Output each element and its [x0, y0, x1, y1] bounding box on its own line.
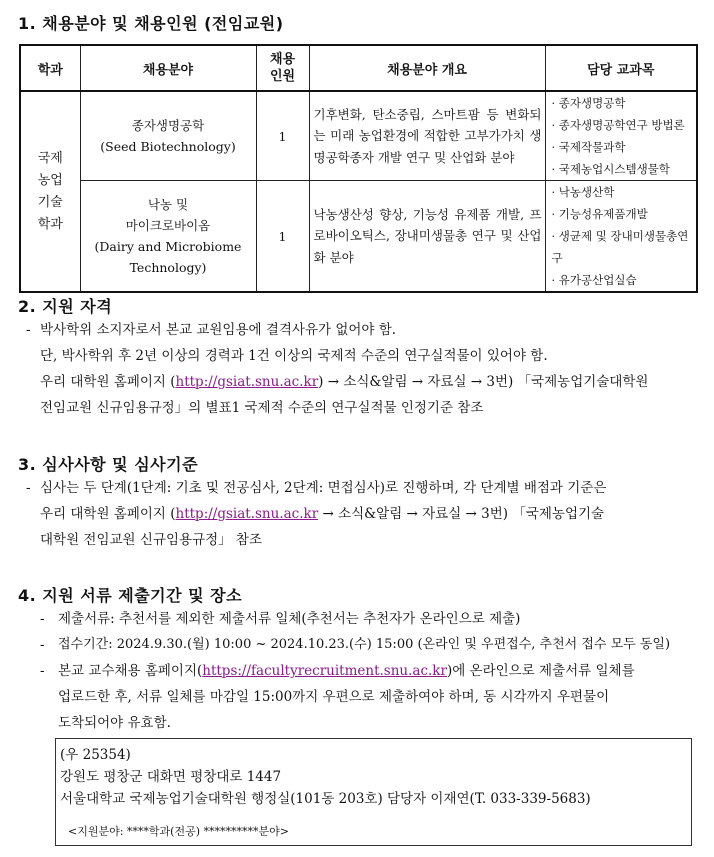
address-line: 강원도 평창군 대화면 평창대로 1447	[60, 769, 282, 785]
submission-line: 접수기간: 2024.9.30.(월) 10:00 ~ 2024.10.23.(수) 15:00 (온라인 및 우편접수, 추천서 접수 모두 동일)	[58, 637, 671, 652]
subject-item: · 기능성유제품개발	[551, 207, 648, 221]
subject-item: · 종자생명공학	[551, 96, 626, 110]
mailing-address-box	[55, 738, 692, 846]
text-segment: 본교 교수채용 홈페이지(	[58, 663, 203, 679]
subject-item: · 유가공산업실습	[551, 273, 637, 287]
review-line: 대학원 전임교원 신규임용규정」 참조	[40, 532, 262, 548]
dash-bullet: -	[40, 637, 45, 653]
envelope-note: <지원분야: ****학과(전공) **********분야>	[68, 825, 289, 838]
table-row	[20, 181, 697, 293]
address-line: 서울대학교 국제농업기술대학원 행정실(101동 203호) 담당자 이재연(T. 033-339-5683)	[60, 791, 591, 807]
gsiat-link[interactable]: http://gsiat.snu.ac.kr	[175, 506, 319, 522]
dash-bullet: -	[40, 663, 45, 679]
subject-item: · 국제농업시스템생물학	[551, 162, 670, 176]
table-row	[20, 91, 697, 181]
subjects-cell	[545, 91, 697, 181]
department-cell: 국제 농업 기술 학과	[20, 91, 80, 292]
submission-line: 업로드한 후, 서류 일체를 마감일 15:00까지 우편으로 제출하여야 하며, 동 시각까지 우편물이	[58, 689, 610, 705]
table-header-row	[20, 45, 697, 91]
subject-item: · 종자생명공학연구 방법론	[551, 118, 685, 132]
dash-bullet: -	[26, 480, 31, 496]
eligibility-line: 전임교원 신규임용규정」의 별표1 국제적 수준의 연구실적물 인정기준 참조	[40, 400, 484, 416]
section-2-title: 2. 지원 자격	[18, 297, 113, 316]
text-segment: ) → 소식&알림 → 자료실 → 3번) 「국제농업기술대학원	[318, 374, 649, 390]
submission-line: 도착되어야 유효함.	[58, 715, 171, 731]
header-subjects: 담당 교과목	[545, 45, 697, 91]
text-segment: 우리 대학원 홈페이지 (	[40, 374, 176, 390]
review-line	[40, 501, 604, 527]
section-3-title: 3. 심사사항 및 심사기준	[18, 455, 199, 474]
eligibility-line: 박사학위 소지자로서 본교 교원임용에 결격사유가 없어야 함.	[40, 322, 397, 338]
header-count: 채용 인원	[256, 45, 309, 91]
subject-item: · 생균제 및 장내미생물총연구	[551, 229, 689, 265]
count-cell: 1	[256, 181, 309, 293]
submission-line	[58, 658, 635, 684]
eligibility-line: 단, 박사학위 후 2년 이상의 경력과 1건 이상의 국제적 수준의 연구실적물이 있어야 함.	[40, 348, 548, 364]
section-1-title: 1. 채용분야 및 채용인원 (전임교원)	[18, 14, 284, 33]
section-4-title: 4. 지원 서류 제출기간 및 장소	[18, 586, 243, 605]
submission-line: 제출서류: 추천서를 제외한 제출서류 일체(추천서는 추천자가 온라인으로 제출)	[58, 611, 521, 627]
header-overview: 채용분야 개요	[309, 45, 545, 91]
header-department: 학과	[20, 45, 80, 91]
field-cell: 낙농 및 마이크로바이옴 (Dairy and Microbiome Technology)	[80, 181, 256, 293]
dash-bullet: -	[40, 611, 45, 627]
subject-item: · 낙농생산학	[551, 185, 615, 199]
gsiat-link[interactable]: http://gsiat.snu.ac.kr	[175, 374, 319, 390]
subject-item: · 국제작물과학	[551, 140, 626, 154]
text-segment: 우리 대학원 홈페이지 (	[40, 506, 176, 522]
overview-cell: 낙농생산성 향상, 기능성 유제품 개발, 프로바이오틱스, 장내미생물총 연구 및 산업화 분야	[309, 181, 545, 293]
zip-code: (우 25354)	[60, 747, 131, 763]
subjects-cell	[545, 181, 697, 293]
review-line: 심사는 두 단계(1단계: 기초 및 전공심사, 2단계: 면접심사)로 진행하며, 각 단계별 배점과 기준은	[40, 480, 607, 496]
text-segment: → 소식&알림 → 자료실 → 3번) 「국제농업기술	[318, 506, 605, 522]
field-cell: 종자생명공학 (Seed Biotechnology)	[80, 91, 256, 181]
overview-cell: 기후변화, 탄소중립, 스마트팜 등 변화되는 미래 농업환경에 적합한 고부가가치 생명공학종자 개발 연구 및 산업화 분야	[309, 91, 545, 181]
header-field: 채용분야	[80, 45, 256, 91]
recruitment-table	[19, 44, 698, 293]
eligibility-line	[40, 369, 648, 395]
count-cell: 1	[256, 91, 309, 181]
dash-bullet: -	[26, 322, 31, 338]
text-segment: )에 온라인으로 제출서류 일체를	[446, 663, 635, 679]
faculty-recruitment-link[interactable]: https://facultyrecruitment.snu.ac.kr	[202, 663, 447, 679]
